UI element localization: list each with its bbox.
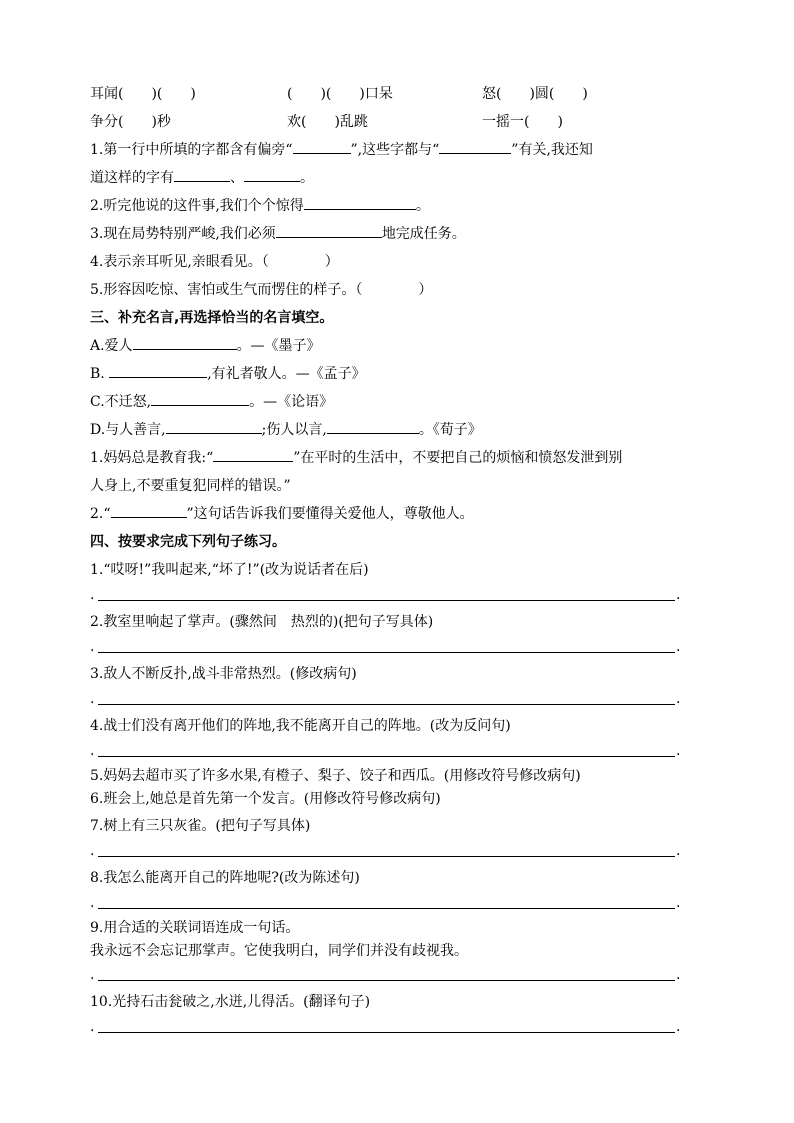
exercise-5: 5.妈妈去超市买了许多水果,有橙子、梨子、饺子和西瓜。(用修改符号修改病句) [90,768,581,784]
answer-line[interactable] [90,964,690,988]
answer-line[interactable] [90,740,690,764]
answer-blank[interactable] [174,165,230,182]
answer-blank[interactable] [276,221,382,238]
quote-text: C.不迁怒, [90,394,152,410]
line-dot: . [90,843,95,859]
question-text: ”有关,我还知 [511,142,593,158]
line-dot: . [90,639,95,655]
question-text: 道这样的字有 [90,170,174,186]
question-text: 。 [415,198,430,214]
exercise-9: 9.用合适的关联词语连成一句话。 [90,920,300,936]
line-dot: . [90,967,95,983]
idiom-row-1 [90,80,690,108]
question-2-1 [90,136,690,164]
answer-blank[interactable] [293,137,351,154]
question-2-2 [90,192,690,220]
question-text: 、 [230,170,244,186]
line-dot: . [90,587,95,603]
answer-line[interactable] [90,584,690,608]
line-dot: . [90,743,95,759]
exercise-6: 6.班会上,她总是首先第一个发言。(用修改符号修改病句) [90,791,441,807]
exercise-3: 3.敌人不断反扑,战斗非常热烈。(修改病句) [90,666,357,682]
line-dot: . [90,895,95,911]
exercise-8: 8.我怎么能离开自己的阵地呢?(改为陈述句) [90,870,360,886]
quote-text: D.与人善言, [90,422,166,438]
question-text: 3.现在局势特别严峻,我们必须 [90,226,276,242]
question-3-1 [90,444,690,472]
answer-blank[interactable] [111,501,187,518]
line-dot: . [676,967,681,983]
quote-c [90,388,690,416]
idiom-blank[interactable]: 争分( )秒 [90,114,171,130]
quote-text: ;伤人以言, [261,422,327,438]
question-2-3 [90,220,690,248]
question-2-1-cont [90,164,690,192]
answer-blank[interactable] [244,165,300,182]
question-text: 1.妈妈总是教育我:“ [90,450,214,466]
question-text: 2.“ [90,506,111,522]
answer-blank[interactable] [327,417,419,434]
line-dot: . [90,1019,95,1035]
answer-blank[interactable] [133,333,237,350]
exercise-4: 4.战士们没有离开他们的阵地,我不能离开自己的阵地。(改为反问句) [90,718,511,734]
answer-blank[interactable] [166,417,262,434]
idiom-row-2 [90,108,690,136]
line-dot: . [676,587,681,603]
idiom-blank[interactable]: 欢( )乱跳 [287,114,368,130]
line-dot: . [676,895,681,911]
quote-text: 。《荀子》 [418,422,482,438]
question-2-5[interactable]: 5.形容因吃惊、害怕或生气而愣住的样子。（ ） [90,282,433,298]
question-text: 1.第一行中所填的字都含有偏旁“ [90,142,293,158]
line-dot: . [676,843,681,859]
line-dot: . [676,1019,681,1035]
exercise-7: 7.树上有三只灰雀。(把句子写具体) [90,818,311,834]
exercise-2: 2.教室里响起了掌声。(骤然间 热烈的)(把句子写具体) [90,614,434,630]
exercise-10: 10.光持石击瓮破之,水迸,儿得活。(翻译句子) [90,994,371,1010]
question-text: 地完成任务。 [381,226,466,242]
answer-line[interactable] [90,1016,690,1040]
question-text: 2.听完他说的这件事,我们个个惊得 [90,198,304,214]
answer-blank[interactable] [304,193,416,210]
quote-text: 。—《论语》 [249,394,334,410]
idiom-blank[interactable]: 一摇一( ) [482,114,563,130]
worksheet-page [90,80,690,1040]
question-3-1-cont: 人身上,不要重复犯同样的错误。” [90,478,291,494]
quote-d [90,416,690,444]
quote-text: ,有礼者敬人。—《孟子》 [207,366,366,382]
line-dot: . [676,639,681,655]
idiom-blank[interactable]: ( )( )口呆 [287,86,393,102]
quote-text: A.爱人 [90,338,133,354]
quote-text: B. [90,366,105,382]
question-2-4[interactable]: 4.表示亲耳听见,亲眼看见。（ ） [90,254,339,270]
line-dot: . [676,743,681,759]
exercise-9-sentences: 我永远不会忘记那掌声。它使我明白，同学们并没有歧视我。 [90,943,468,959]
line-dot: . [90,691,95,707]
answer-blank[interactable] [151,389,249,406]
section-4-heading: 四、按要求完成下列句子练习。 [90,534,286,550]
answer-line[interactable] [90,636,690,660]
idiom-blank[interactable]: 怒( )圆( ) [482,86,588,102]
answer-blank[interactable] [213,445,293,462]
answer-line[interactable] [90,688,690,712]
question-text: ”,这些字都与“ [350,142,440,158]
quote-a [90,332,690,360]
question-text: ”这句话告诉我们要懂得关爱他人，尊敬他人。 [186,506,474,522]
question-3-2 [90,500,690,528]
question-text: ”在平时的生活中，不要把自己的烦恼和愤怒发泄到别 [293,450,623,466]
quote-b [90,360,690,388]
quote-text: 。—《墨子》 [236,338,321,354]
line-dot: . [676,691,681,707]
exercise-1: 1.“哎呀!”我叫起来,“坏了!”(改为说话者在后) [90,562,369,578]
section-3-heading: 三、补充名言,再选择恰当的名言填空。 [90,310,334,326]
answer-line[interactable] [90,840,690,864]
answer-blank[interactable] [439,137,511,154]
answer-line[interactable] [90,892,690,916]
idiom-blank[interactable]: 耳闻( )( ) [90,86,196,102]
question-text: 。 [300,170,314,186]
answer-blank[interactable] [109,361,207,378]
